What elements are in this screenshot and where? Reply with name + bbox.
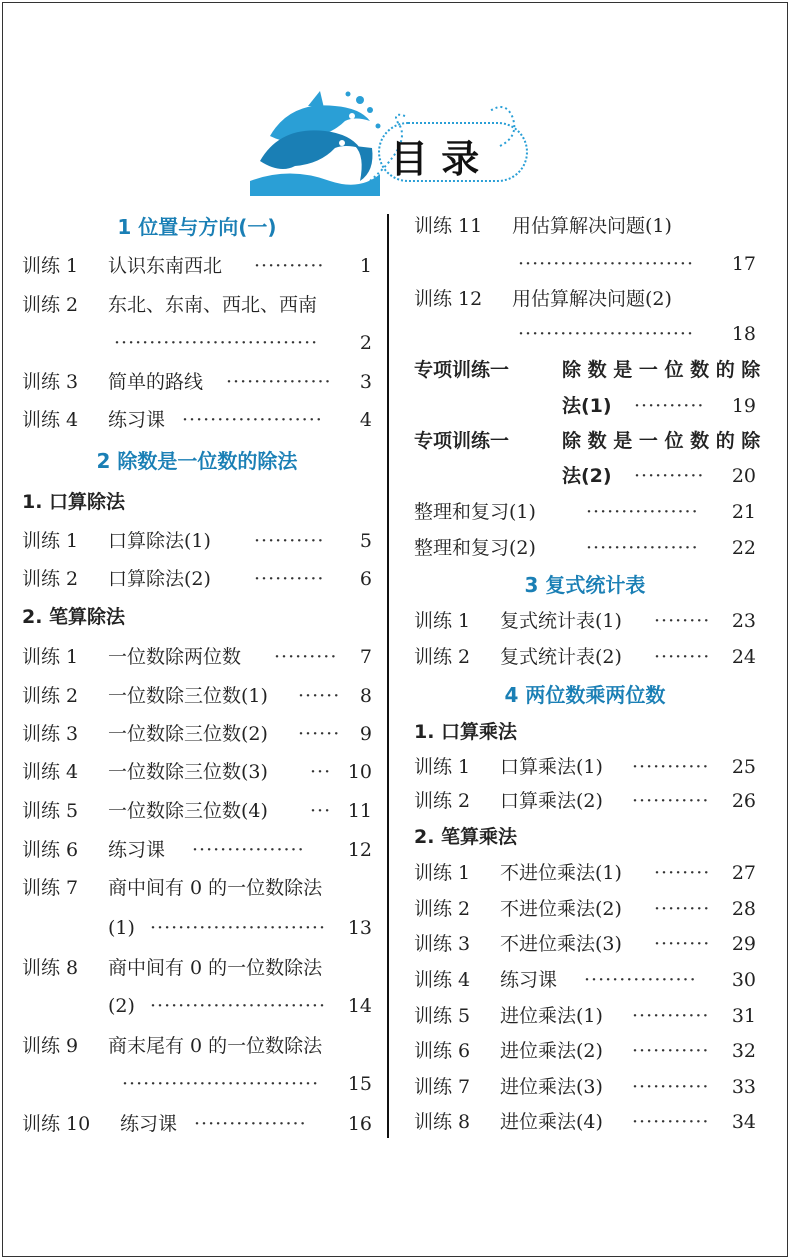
entry-label: 训练 9	[22, 1035, 79, 1057]
entry-label: 专项训练一	[414, 359, 510, 381]
page-title: 目 录	[390, 137, 480, 181]
entry-label: 整理和复习(2)	[414, 537, 536, 559]
leader-dots: ··········	[254, 568, 325, 590]
entry-label: 训练 3	[22, 371, 79, 393]
entry-label: 训练 2	[22, 568, 79, 590]
entry-text: 商中间有 0 的一位数除法	[108, 957, 323, 979]
leader-dots: ···········	[632, 1040, 710, 1062]
entry-label: 训练 6	[414, 1040, 471, 1062]
leader-dots: ··········	[254, 530, 325, 552]
entry-label: 训练 1	[22, 530, 79, 552]
entry-text: 练习课	[108, 409, 166, 431]
leader-dots: ···········	[632, 1111, 710, 1133]
entry-text: 商末尾有 0 的一位数除法	[108, 1035, 323, 1057]
entry-text: 一位数除三位数(4)	[108, 800, 268, 822]
entry-text: 复式统计表(2)	[500, 646, 622, 668]
entry-text: 商中间有 0 的一位数除法	[108, 877, 323, 899]
entry-page: 18	[731, 323, 756, 345]
leader-dots: ····························	[122, 1073, 320, 1095]
entry-text-cont: (1)	[108, 917, 135, 939]
entry-label: 训练 11	[414, 215, 483, 237]
leader-dots: ········	[654, 610, 711, 632]
entry-text: 进位乘法(4)	[500, 1111, 603, 1133]
entry-page: 8	[359, 685, 372, 707]
entry-text-cont: 法(2)	[562, 465, 612, 487]
leader-dots: ···············	[226, 371, 332, 393]
entry-label: 训练 1	[414, 756, 471, 778]
entry-page: 11	[347, 800, 372, 822]
entry-page: 12	[347, 839, 372, 861]
leader-dots: ·········	[274, 646, 338, 668]
leader-dots: ······	[298, 685, 341, 707]
entry-text: 进位乘法(2)	[500, 1040, 603, 1062]
leader-dots: ········	[654, 646, 711, 668]
entry-label: 训练 7	[414, 1076, 471, 1098]
leader-dots: ···········	[632, 790, 710, 812]
entry-page: 14	[347, 995, 372, 1017]
leader-dots: ···	[310, 800, 332, 822]
leader-dots: ·························	[518, 323, 694, 345]
entry-label: 训练 1	[22, 255, 79, 277]
entry-label: 训练 6	[22, 839, 79, 861]
entry-label: 训练 1	[414, 862, 471, 884]
entry-page: 17	[731, 253, 756, 275]
section-title: 2 除数是一位数的除法	[96, 449, 298, 473]
subsection-title: 1. 口算乘法	[414, 721, 518, 743]
section-title: 4 两位数乘两位数	[504, 683, 666, 707]
entry-page: 6	[359, 568, 372, 590]
entry-text: 不进位乘法(2)	[500, 898, 622, 920]
leader-dots: ················	[192, 839, 305, 861]
leader-dots: ······	[298, 723, 341, 745]
section-title: 1 位置与方向(一)	[117, 215, 277, 239]
entry-page: 24	[731, 646, 756, 668]
entry-text: 进位乘法(3)	[500, 1076, 603, 1098]
entry-text: 东北、东南、西北、西南	[108, 294, 318, 316]
entry-text: 一位数除三位数(2)	[108, 723, 268, 745]
entry-label: 专项训练一	[414, 430, 510, 452]
entry-text: 一位数除两位数	[108, 646, 242, 668]
entry-text: 不进位乘法(3)	[500, 933, 622, 955]
leader-dots: ········	[654, 862, 711, 884]
entry-page: 15	[347, 1073, 372, 1095]
leader-dots: ········	[654, 933, 711, 955]
entry-page: 34	[731, 1111, 756, 1133]
entry-label: 训练 1	[414, 610, 471, 632]
leader-dots: ··········	[254, 255, 325, 277]
entry-text: 口算除法(2)	[108, 568, 211, 590]
entry-text: 除 数 是 一 位 数 的 除	[562, 430, 761, 452]
entry-page: 1	[359, 255, 372, 277]
entry-label: 训练 2	[22, 294, 79, 316]
subsection-title: 2. 笔算除法	[22, 606, 126, 628]
entry-page: 29	[731, 933, 756, 955]
entry-page: 10	[347, 761, 372, 783]
column-divider	[387, 214, 389, 1138]
entry-label: 训练 1	[22, 646, 79, 668]
entry-text: 练习课	[500, 969, 558, 991]
entry-page: 31	[731, 1005, 756, 1027]
entry-text: 认识东南西北	[108, 255, 223, 277]
entry-text: 除 数 是 一 位 数 的 除	[562, 359, 761, 381]
entry-text: 复式统计表(1)	[500, 610, 622, 632]
title-badge	[378, 122, 528, 182]
entry-text: 口算乘法(1)	[500, 756, 603, 778]
section-title: 3 复式统计表	[524, 573, 646, 597]
entry-label: 训练 4	[22, 409, 79, 431]
entry-page: 13	[347, 917, 372, 939]
entry-text: 用估算解决问题(1)	[512, 215, 672, 237]
entry-text: 一位数除三位数(1)	[108, 685, 268, 707]
leader-dots: ················	[194, 1113, 307, 1135]
entry-page: 2	[359, 332, 372, 354]
leader-dots: ················	[586, 537, 699, 559]
entry-label: 训练 8	[414, 1111, 471, 1133]
leader-dots: ·····························	[114, 332, 319, 354]
entry-page: 25	[731, 756, 756, 778]
entry-text: 进位乘法(1)	[500, 1005, 603, 1027]
leader-dots: ··········	[634, 465, 705, 487]
entry-label: 训练 8	[22, 957, 79, 979]
entry-label: 整理和复习(1)	[414, 501, 536, 523]
subsection-title: 2. 笔算乘法	[414, 826, 518, 848]
leader-dots: ···········	[632, 756, 710, 778]
subsection-title: 1. 口算除法	[22, 491, 126, 513]
entry-text: 一位数除三位数(3)	[108, 761, 268, 783]
leader-dots: ················	[584, 969, 697, 991]
entry-page: 27	[731, 862, 756, 884]
entry-label: 训练 4	[414, 969, 471, 991]
entry-label: 训练 7	[22, 877, 79, 899]
entry-page: 20	[731, 465, 756, 487]
leader-dots: ·························	[150, 917, 326, 939]
entry-page: 30	[731, 969, 756, 991]
entry-page: 9	[359, 723, 372, 745]
leader-dots: ···········	[632, 1076, 710, 1098]
entry-label: 训练 5	[22, 800, 79, 822]
entry-page: 33	[731, 1076, 756, 1098]
entry-label: 训练 2	[414, 898, 471, 920]
entry-text-cont: (2)	[108, 995, 135, 1017]
entry-page: 28	[731, 898, 756, 920]
entry-label: 训练 10	[22, 1113, 91, 1135]
entry-label: 训练 2	[414, 790, 471, 812]
entry-label: 训练 5	[414, 1005, 471, 1027]
entry-page: 16	[347, 1113, 372, 1135]
leader-dots: ···	[310, 761, 332, 783]
entry-text: 简单的路线	[108, 371, 204, 393]
leader-dots: ·························	[518, 253, 694, 275]
entry-label: 训练 12	[414, 288, 483, 310]
entry-page: 7	[359, 646, 372, 668]
entry-page: 5	[359, 530, 372, 552]
entry-page: 22	[731, 537, 756, 559]
entry-label: 训练 2	[22, 685, 79, 707]
leader-dots: ····················	[182, 409, 323, 431]
entry-page: 21	[731, 501, 756, 523]
entry-page: 23	[731, 610, 756, 632]
entry-text: 练习课	[108, 839, 166, 861]
leader-dots: ···········	[632, 1005, 710, 1027]
entry-label: 训练 3	[414, 933, 471, 955]
leader-dots: ··········	[634, 395, 705, 417]
entry-label: 训练 4	[22, 761, 79, 783]
leader-dots: ·························	[150, 995, 326, 1017]
leader-dots: ················	[586, 501, 699, 523]
entry-text: 不进位乘法(1)	[500, 862, 622, 884]
entry-page: 26	[731, 790, 756, 812]
entry-text: 口算乘法(2)	[500, 790, 603, 812]
leader-dots: ········	[654, 898, 711, 920]
entry-page: 19	[731, 395, 756, 417]
entry-text: 口算除法(1)	[108, 530, 211, 552]
entry-text: 用估算解决问题(2)	[512, 288, 672, 310]
entry-page: 3	[359, 371, 372, 393]
entry-text: 练习课	[120, 1113, 178, 1135]
entry-label: 训练 2	[414, 646, 471, 668]
entry-label: 训练 3	[22, 723, 79, 745]
entry-page: 32	[731, 1040, 756, 1062]
entry-text-cont: 法(1)	[562, 395, 612, 417]
entry-page: 4	[359, 409, 372, 431]
